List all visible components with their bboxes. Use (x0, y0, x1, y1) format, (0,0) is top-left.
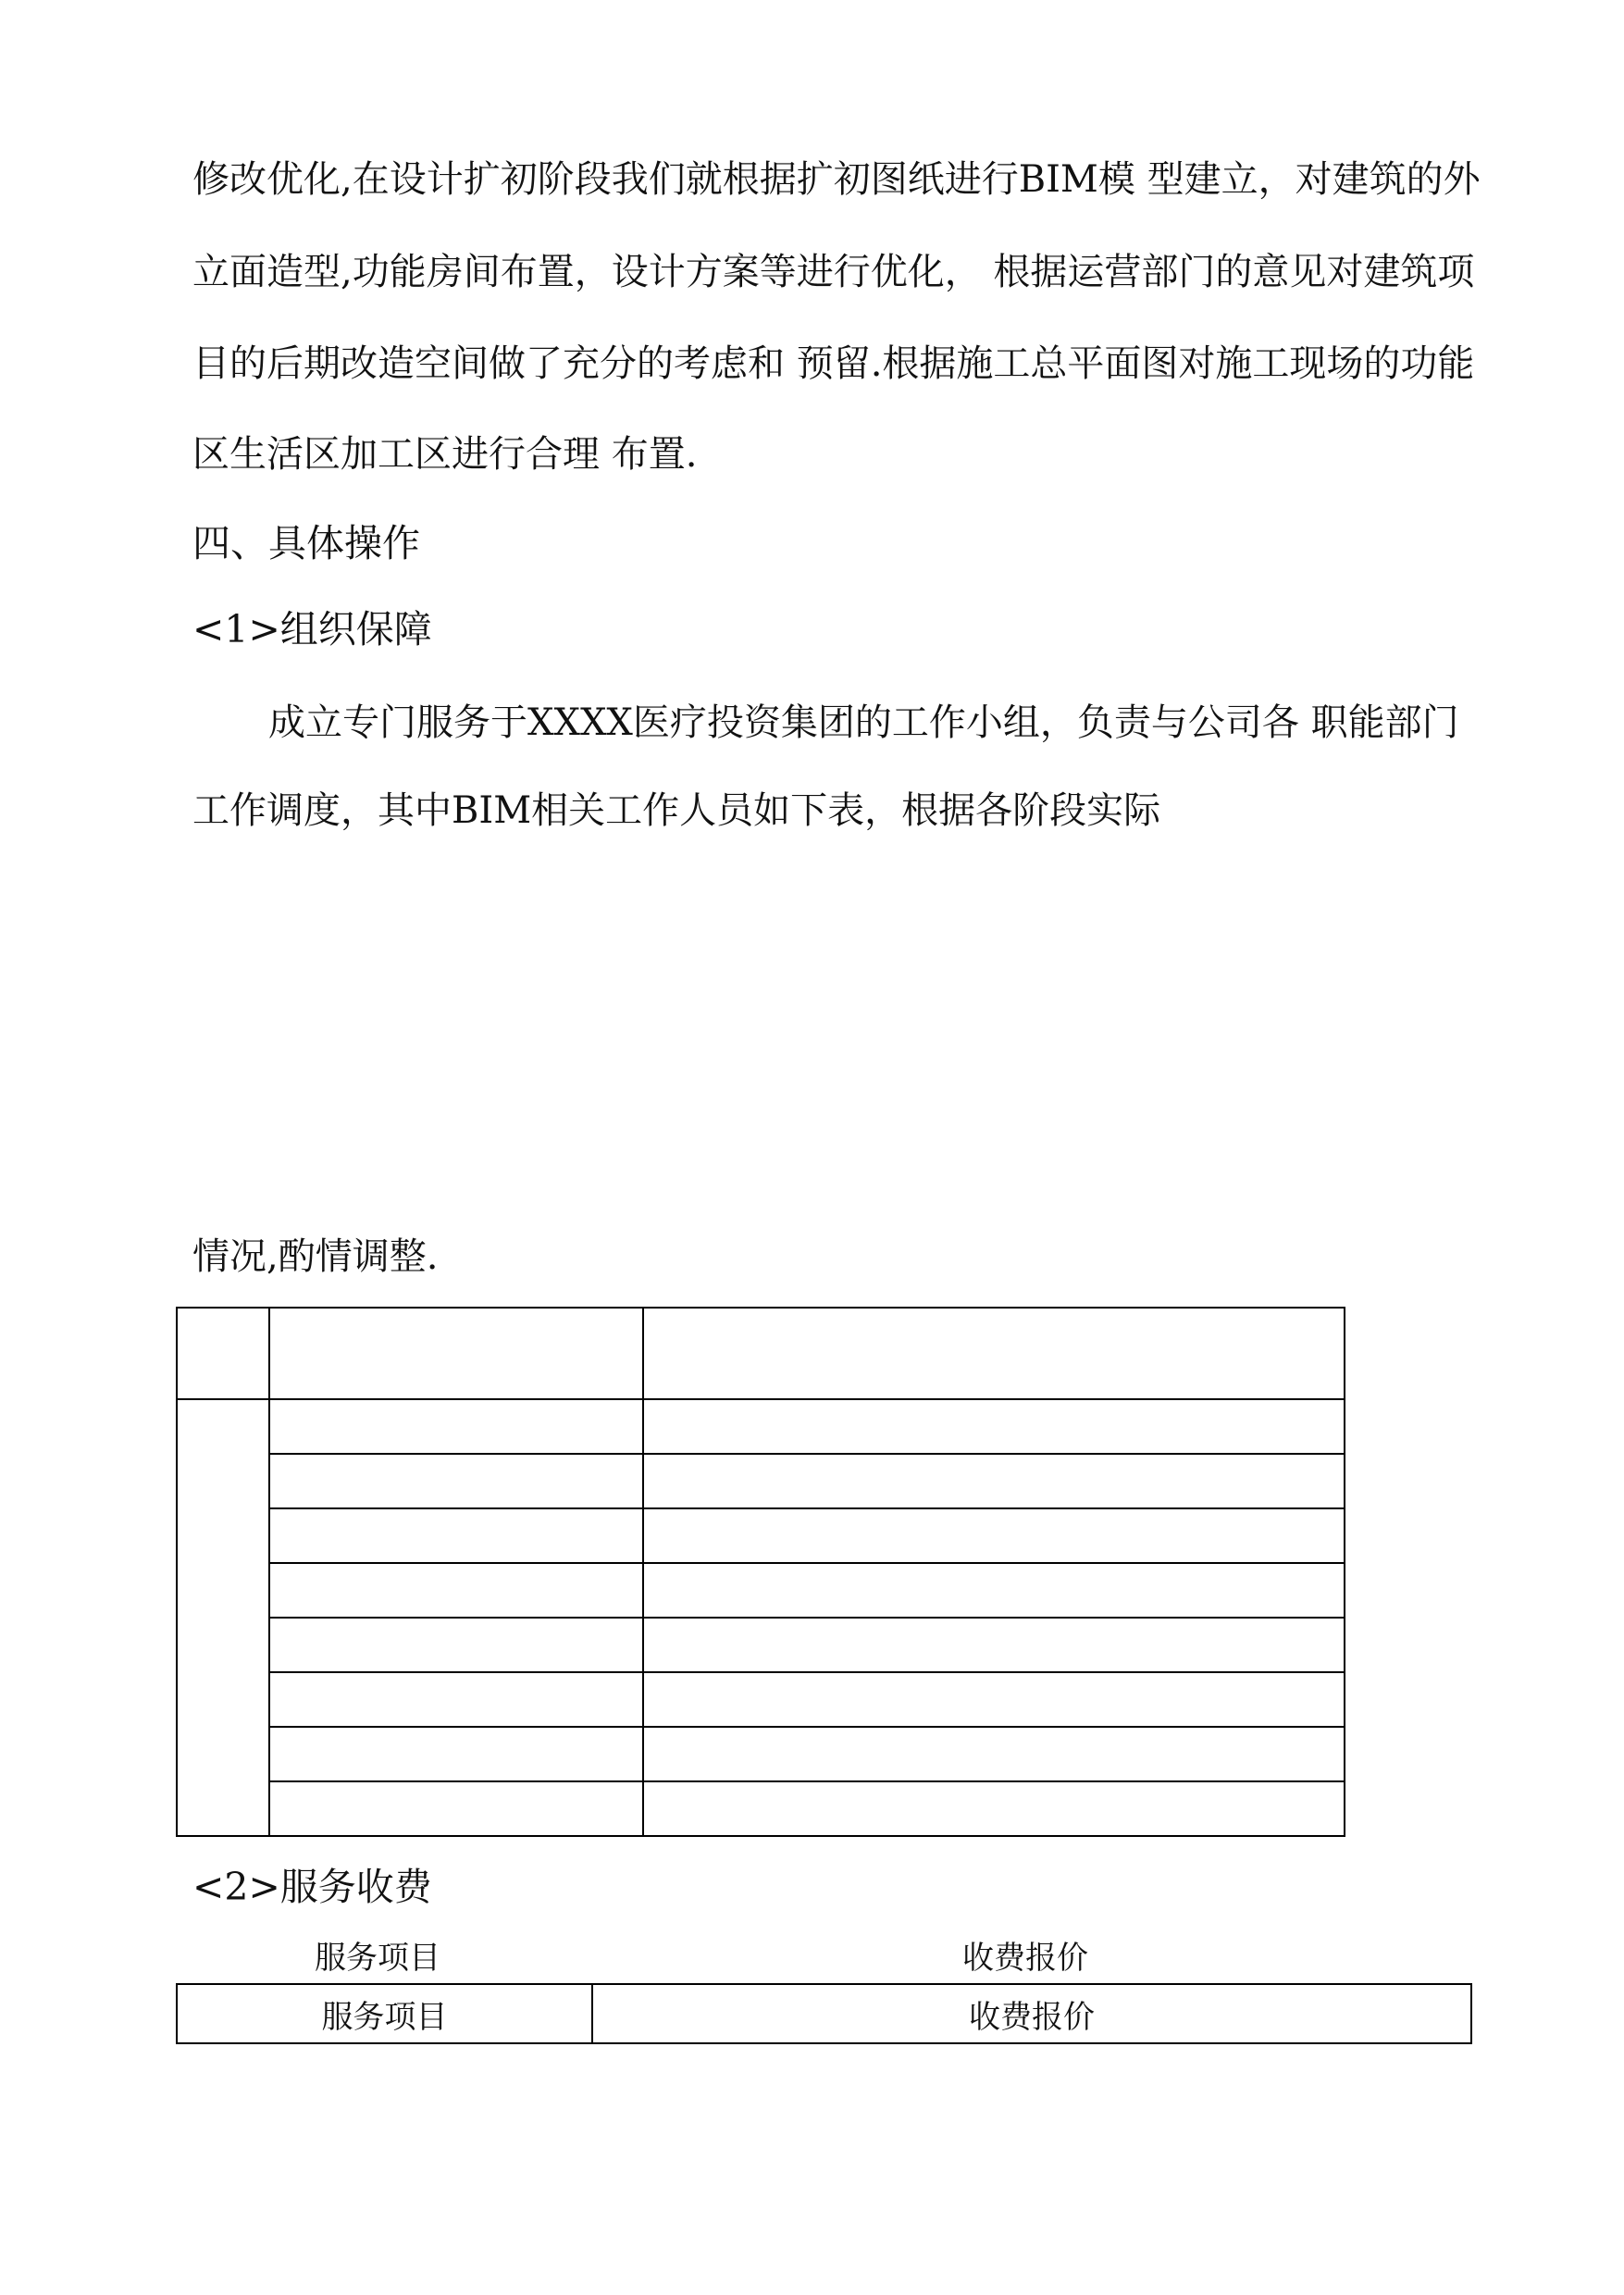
paragraph-line: 区生活区加工区进行合理 布置. (192, 433, 698, 476)
table-header-row (177, 1308, 1345, 1399)
table-row (177, 1781, 1345, 1836)
table-cell (177, 1308, 269, 1399)
subsection-heading: <1>组织保障 (192, 607, 432, 651)
table-cell (269, 1399, 643, 1454)
paragraph-line: 目的后期改造空间做了充分的考虑和 预留.根据施工总平面图对施工现场的功能 (192, 342, 1475, 385)
table-cell (643, 1563, 1345, 1618)
table-row (177, 1672, 1345, 1727)
table-row (177, 1454, 1345, 1508)
fee-cell-price: 收费报价 (592, 1984, 1471, 2043)
paragraph-line: 工作调度，其中BIM相关工作人员如下表，根据各阶段实际 (192, 789, 1161, 832)
table-row (177, 1727, 1345, 1781)
table-cell (643, 1727, 1345, 1781)
fee-caption-price: 收费报价 (962, 1940, 1088, 1977)
table-cell (269, 1727, 643, 1781)
table-cell (269, 1781, 643, 1836)
table-merged-cell (177, 1399, 269, 1836)
table-row (177, 1399, 1345, 1454)
fee-cell-item: 服务项目 (177, 1984, 592, 2043)
table-cell (643, 1508, 1345, 1563)
table-cell (269, 1308, 643, 1399)
paragraph-line: 成立专门服务于XXXX医疗投资集团的工作小组，负责与公司各 职能部门 (268, 701, 1459, 744)
fee-caption-item: 服务项目 (315, 1940, 440, 1977)
table-cell (643, 1781, 1345, 1836)
table-cell (269, 1672, 643, 1727)
staff-table (176, 1307, 1345, 1837)
table-cell (643, 1672, 1345, 1727)
table-row (177, 1984, 1471, 2043)
fee-table (176, 1983, 1472, 2044)
table-row (177, 1508, 1345, 1563)
table-cell (643, 1454, 1345, 1508)
subsection-heading: <2>服务收费 (192, 1865, 432, 1909)
section-heading: 四、具体操作 (192, 521, 420, 565)
table-cell (269, 1618, 643, 1672)
paragraph-line: 修改优化,在设计扩初阶段我们就根据扩初图纸进行BIM模 型建立，对建筑的外 (192, 158, 1481, 201)
table-cell (269, 1454, 643, 1508)
table-row (177, 1563, 1345, 1618)
table-cell (269, 1563, 643, 1618)
table-cell (643, 1618, 1345, 1672)
table-cell (269, 1508, 643, 1563)
paragraph-line: 立面造型,功能房间布置，设计方案等进行优化， 根据运营部门的意见对建筑项 (192, 251, 1475, 293)
table-row (177, 1618, 1345, 1672)
table-cell (643, 1308, 1345, 1399)
table-cell (643, 1399, 1345, 1454)
paragraph-line: 情况,酌情调整. (192, 1235, 439, 1278)
